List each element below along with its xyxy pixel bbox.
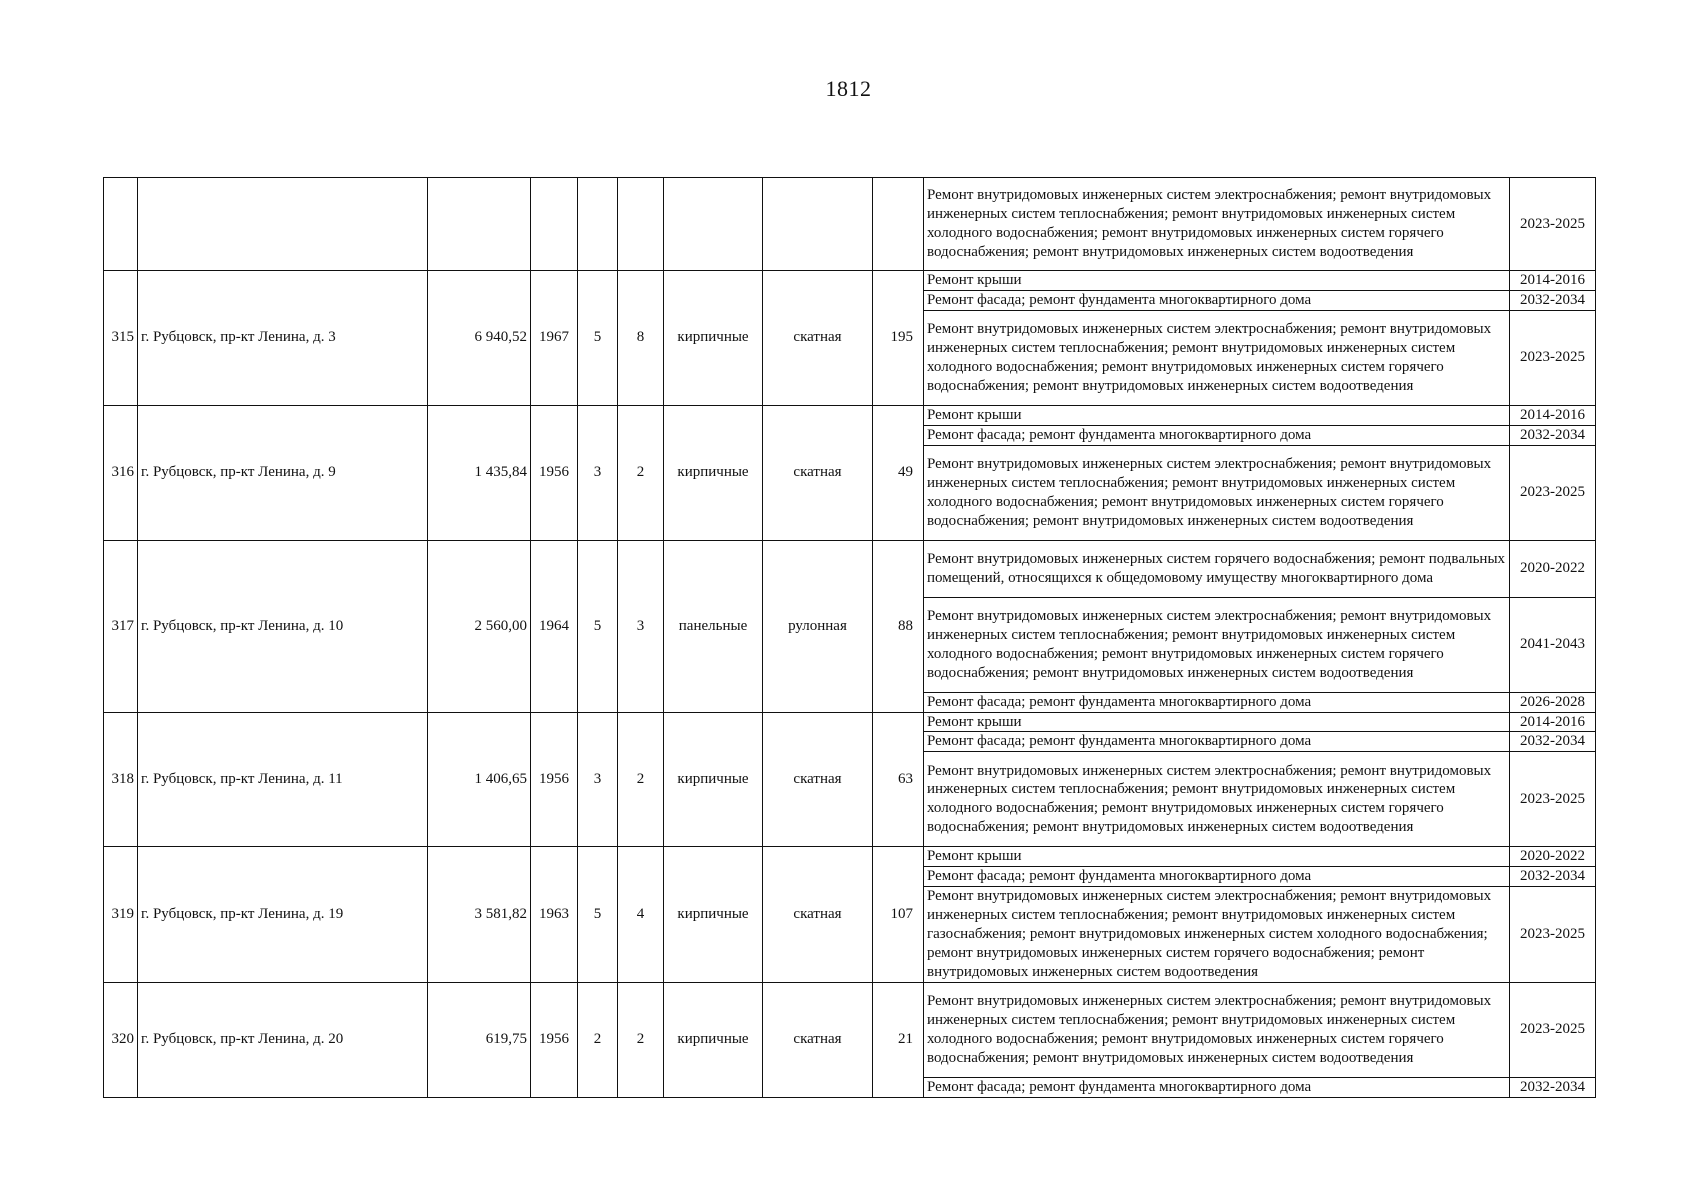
roof-type-cell: рулонная: [763, 540, 873, 712]
row-number: 317: [104, 540, 138, 712]
work-period-cell: 2041-2043: [1510, 597, 1596, 692]
work-period-cell: 2023-2025: [1510, 178, 1596, 271]
floors-cell: 3: [578, 405, 618, 540]
work-description-cell: Ремонт крыши: [924, 405, 1510, 425]
year-cell: 1964: [531, 540, 578, 712]
residents-cell: 21: [873, 982, 924, 1097]
row-number: 319: [104, 847, 138, 982]
work-period-cell: 2020-2022: [1510, 847, 1596, 867]
entrances-cell: 2: [618, 712, 664, 847]
work-description-cell: Ремонт внутридомовых инженерных систем электроснабжения; ремонт внутридомовых инженерных систем теплоснабжения; ремонт внутридомовых инженерных систем газоснабжения; ремонт внутридомовых инженерных систем холодного водоснабжения; ремонт внутридомовых инженерных систем горячего водоснабжения; ремонт внутридомовых инженерных систем водоотведения: [924, 887, 1510, 983]
year-cell: 1963: [531, 847, 578, 982]
work-period-cell: 2032-2034: [1510, 867, 1596, 887]
entrances-cell: 4: [618, 847, 664, 982]
work-description-cell: Ремонт фасада; ремонт фундамента многоквартирного дома: [924, 732, 1510, 752]
residents-cell: 107: [873, 847, 924, 982]
floors-cell: 2: [578, 982, 618, 1097]
address-cell: г. Рубцовск, пр-кт Ленина, д. 11: [138, 712, 428, 847]
table-body: [104, 178, 1596, 1098]
area-cell: [428, 178, 531, 271]
work-description-cell: Ремонт фасада; ремонт фундамента многоквартирного дома: [924, 425, 1510, 445]
work-description-cell: Ремонт крыши: [924, 712, 1510, 732]
area-cell: 2 560,00: [428, 540, 531, 712]
floors-cell: 5: [578, 271, 618, 406]
row-number: 315: [104, 271, 138, 406]
entrances-cell: 8: [618, 271, 664, 406]
address-cell: г. Рубцовск, пр-кт Ленина, д. 19: [138, 847, 428, 982]
address-cell: г. Рубцовск, пр-кт Ленина, д. 3: [138, 271, 428, 406]
work-description-cell: Ремонт фасада; ремонт фундамента многоквартирного дома: [924, 867, 1510, 887]
roof-type-cell: скатная: [763, 271, 873, 406]
work-description-cell: Ремонт внутридомовых инженерных систем электроснабжения; ремонт внутридомовых инженерных систем теплоснабжения; ремонт внутридомовых инженерных систем холодного водоснабжения; ремонт внутридомовых инженерных систем горячего водоснабжения; ремонт внутридомовых инженерных систем водоотведения: [924, 178, 1510, 271]
row-number: 320: [104, 982, 138, 1097]
wall-material-cell: кирпичные: [664, 405, 763, 540]
table-row: [104, 271, 1596, 291]
roof-type-cell: [763, 178, 873, 271]
wall-material-cell: [664, 178, 763, 271]
table-row: [104, 847, 1596, 867]
year-cell: 1967: [531, 271, 578, 406]
work-period-cell: 2023-2025: [1510, 445, 1596, 540]
table-row: [104, 178, 1596, 271]
address-cell: г. Рубцовск, пр-кт Ленина, д. 9: [138, 405, 428, 540]
entrances-cell: 2: [618, 982, 664, 1097]
work-period-cell: 2014-2016: [1510, 712, 1596, 732]
work-description-cell: Ремонт внутридомовых инженерных систем электроснабжения; ремонт внутридомовых инженерных систем теплоснабжения; ремонт внутридомовых инженерных систем холодного водоснабжения; ремонт внутридомовых инженерных систем горячего водоснабжения; ремонт внутридомовых инженерных систем водоотведения: [924, 310, 1510, 405]
entrances-cell: 3: [618, 540, 664, 712]
work-description-cell: Ремонт внутридомовых инженерных систем электроснабжения; ремонт внутридомовых инженерных систем теплоснабжения; ремонт внутридомовых инженерных систем холодного водоснабжения; ремонт внутридомовых инженерных систем горячего водоснабжения; ремонт внутридомовых инженерных систем водоотведения: [924, 752, 1510, 847]
table-row: [104, 405, 1596, 425]
floors-cell: 5: [578, 847, 618, 982]
work-period-cell: 2023-2025: [1510, 310, 1596, 405]
row-number: [104, 178, 138, 271]
year-cell: 1956: [531, 982, 578, 1097]
table-row: [104, 982, 1596, 1077]
wall-material-cell: панельные: [664, 540, 763, 712]
year-cell: 1956: [531, 712, 578, 847]
work-period-cell: 2032-2034: [1510, 425, 1596, 445]
work-description-cell: Ремонт фасада; ремонт фундамента многоквартирного дома: [924, 290, 1510, 310]
work-description-cell: Ремонт крыши: [924, 271, 1510, 291]
year-cell: 1956: [531, 405, 578, 540]
work-description-cell: Ремонт внутридомовых инженерных систем горячего водоснабжения; ремонт подвальных помещений, относящихся к общедомовому имуществу многоквартирного дома: [924, 540, 1510, 597]
entrances-cell: [618, 178, 664, 271]
repair-schedule-table: [103, 177, 1596, 1098]
roof-type-cell: скатная: [763, 712, 873, 847]
work-period-cell: 2023-2025: [1510, 887, 1596, 983]
work-description-cell: Ремонт внутридомовых инженерных систем электроснабжения; ремонт внутридомовых инженерных систем теплоснабжения; ремонт внутридомовых инженерных систем холодного водоснабжения; ремонт внутридомовых инженерных систем горячего водоснабжения; ремонт внутридомовых инженерных систем водоотведения: [924, 445, 1510, 540]
residents-cell: 49: [873, 405, 924, 540]
residents-cell: [873, 178, 924, 271]
floors-cell: 5: [578, 540, 618, 712]
work-period-cell: 2032-2034: [1510, 732, 1596, 752]
work-description-cell: Ремонт внутридомовых инженерных систем электроснабжения; ремонт внутридомовых инженерных систем теплоснабжения; ремонт внутридомовых инженерных систем холодного водоснабжения; ремонт внутридомовых инженерных систем горячего водоснабжения; ремонт внутридомовых инженерных систем водоотведения: [924, 597, 1510, 692]
wall-material-cell: кирпичные: [664, 712, 763, 847]
address-cell: г. Рубцовск, пр-кт Ленина, д. 20: [138, 982, 428, 1097]
row-number: 316: [104, 405, 138, 540]
roof-type-cell: скатная: [763, 847, 873, 982]
area-cell: 1 435,84: [428, 405, 531, 540]
floors-cell: [578, 178, 618, 271]
table-row: [104, 712, 1596, 732]
work-period-cell: 2020-2022: [1510, 540, 1596, 597]
work-description-cell: Ремонт фасада; ремонт фундамента многоквартирного дома: [924, 692, 1510, 712]
area-cell: 6 940,52: [428, 271, 531, 406]
area-cell: 619,75: [428, 982, 531, 1097]
work-description-cell: Ремонт фасада; ремонт фундамента многоквартирного дома: [924, 1077, 1510, 1097]
residents-cell: 195: [873, 271, 924, 406]
area-cell: 1 406,65: [428, 712, 531, 847]
work-description-cell: Ремонт внутридомовых инженерных систем электроснабжения; ремонт внутридомовых инженерных систем теплоснабжения; ремонт внутридомовых инженерных систем холодного водоснабжения; ремонт внутридомовых инженерных систем горячего водоснабжения; ремонт внутридомовых инженерных систем водоотведения: [924, 982, 1510, 1077]
wall-material-cell: кирпичные: [664, 271, 763, 406]
work-description-cell: Ремонт крыши: [924, 847, 1510, 867]
work-period-cell: 2023-2025: [1510, 752, 1596, 847]
roof-type-cell: скатная: [763, 982, 873, 1097]
page-number: 1812: [825, 76, 872, 101]
work-period-cell: 2014-2016: [1510, 271, 1596, 291]
work-period-cell: 2026-2028: [1510, 692, 1596, 712]
entrances-cell: 2: [618, 405, 664, 540]
row-number: 318: [104, 712, 138, 847]
year-cell: [531, 178, 578, 271]
work-period-cell: 2032-2034: [1510, 1077, 1596, 1097]
roof-type-cell: скатная: [763, 405, 873, 540]
residents-cell: 63: [873, 712, 924, 847]
wall-material-cell: кирпичные: [664, 847, 763, 982]
address-cell: г. Рубцовск, пр-кт Ленина, д. 10: [138, 540, 428, 712]
residents-cell: 88: [873, 540, 924, 712]
wall-material-cell: кирпичные: [664, 982, 763, 1097]
work-period-cell: 2032-2034: [1510, 290, 1596, 310]
area-cell: 3 581,82: [428, 847, 531, 982]
work-period-cell: 2023-2025: [1510, 982, 1596, 1077]
address-cell: [138, 178, 428, 271]
table-row: [104, 540, 1596, 597]
floors-cell: 3: [578, 712, 618, 847]
work-period-cell: 2014-2016: [1510, 405, 1596, 425]
